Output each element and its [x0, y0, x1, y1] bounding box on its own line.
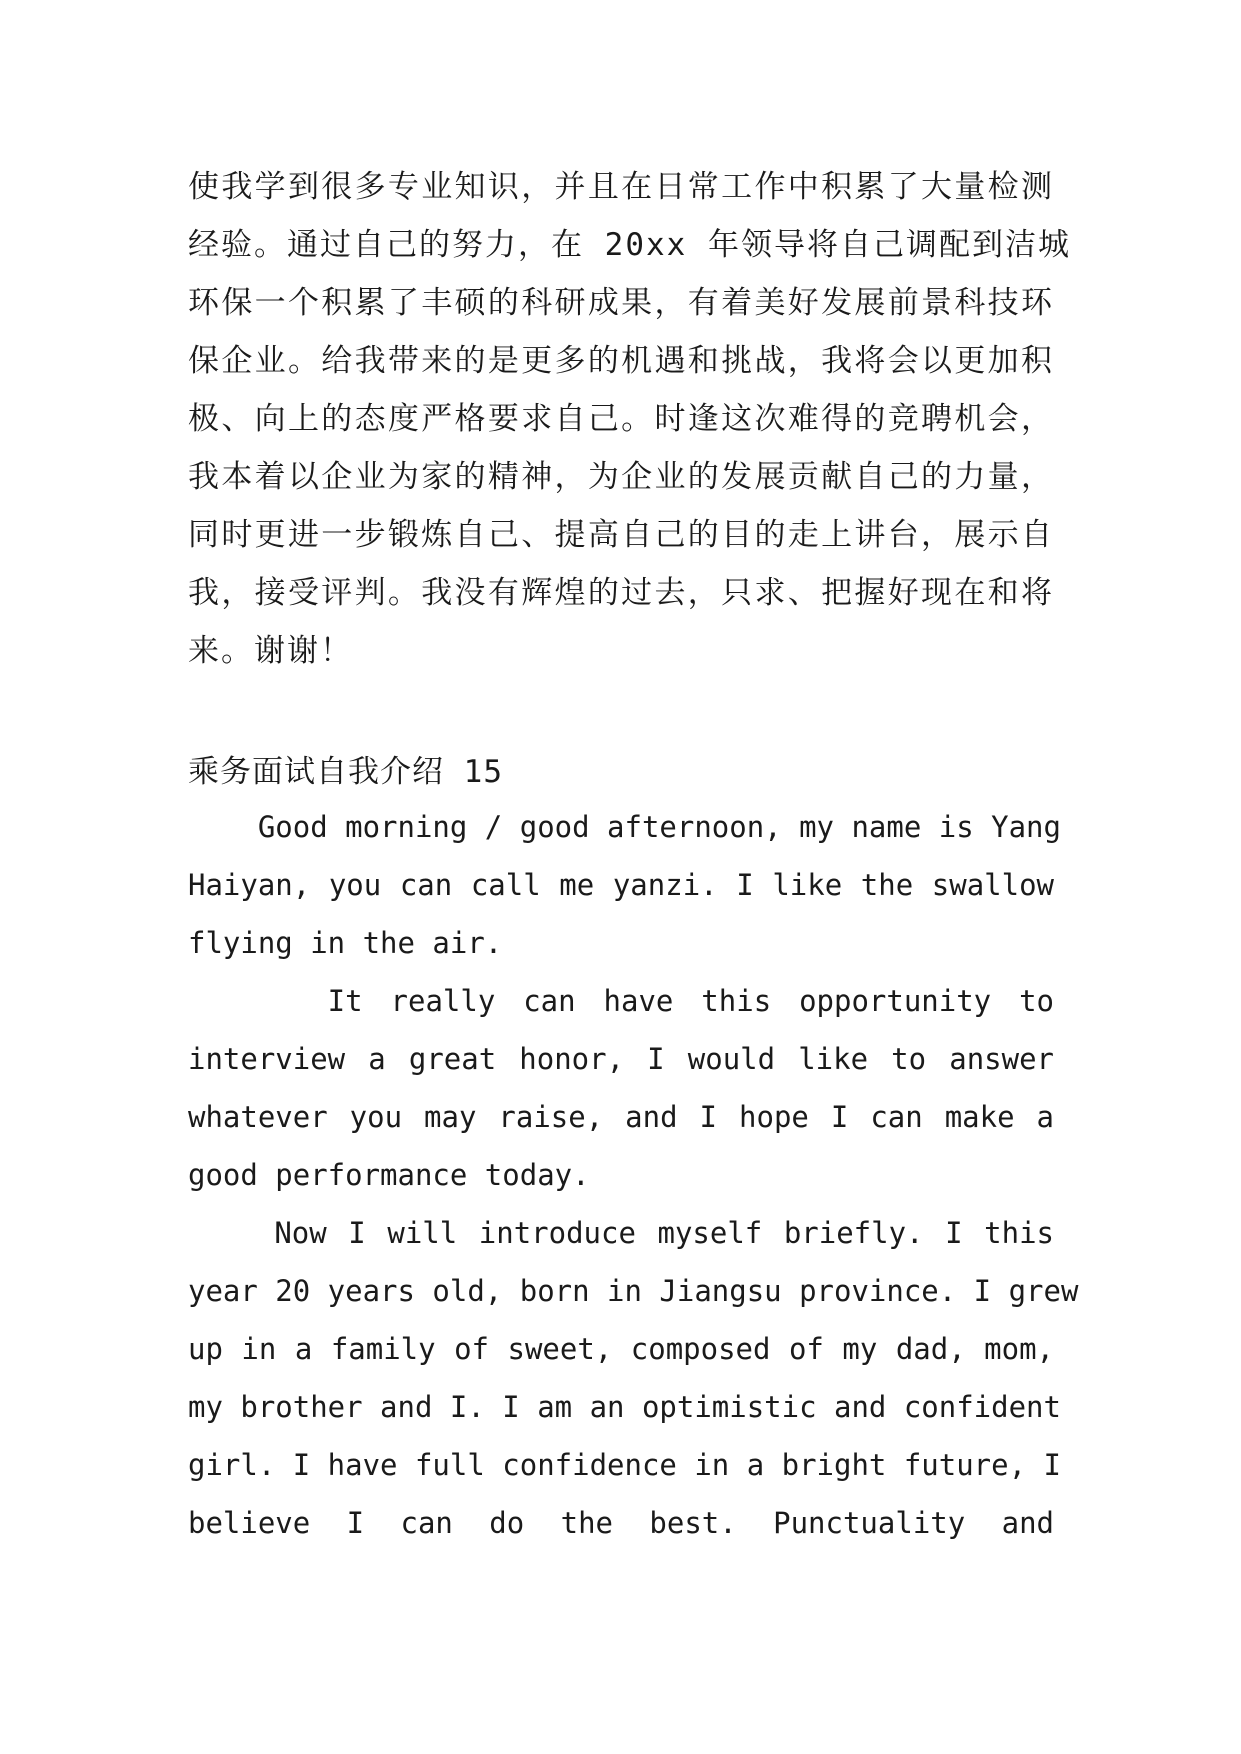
paragraph-line: flying in the air.	[188, 926, 503, 960]
paragraph-line: 环保一个积累了丰硕的科研成果，有着美好发展前景科技环	[188, 285, 1054, 321]
paragraph-line: Now I will introduce myself briefly. I this	[188, 1216, 1054, 1250]
paragraph-line: whatever you may raise, and I hope I can make a	[188, 1100, 1054, 1134]
chinese-paragraph	[188, 158, 1071, 680]
paragraph-line: year 20 years old, born in Jiangsu province. I grew	[188, 1274, 1079, 1308]
paragraph-line: interview a great honor, I would like to answer	[188, 1042, 1054, 1076]
paragraph-line: up in a family of sweet, composed of my dad, mom,	[188, 1332, 1054, 1366]
paragraph-line: 来。谢谢！	[188, 633, 353, 669]
paragraph-line: good performance today.	[188, 1158, 590, 1192]
paragraph-line: 经验。通过自己的努力，在 20xx 年领导将自己调配到洁城	[188, 227, 1071, 263]
english-paragraph	[188, 1204, 1079, 1552]
english-body	[188, 798, 1079, 1552]
paragraph-line: 我，接受评判。我没有辉煌的过去，只求、把握好现在和将	[188, 575, 1054, 611]
english-paragraph	[188, 798, 1061, 972]
paragraph-line: 极、向上的态度严格要求自己。时逢这次难得的竞聘机会，	[188, 401, 1054, 437]
paragraph-line: Good morning / good afternoon, my name is Yang	[188, 810, 1061, 844]
english-paragraph	[188, 972, 1054, 1204]
section-heading: 乘务面试自我介绍 15	[188, 754, 503, 790]
paragraph-line: believe I can do the best. Punctuality and	[188, 1506, 1054, 1540]
paragraph-line: girl. I have full confidence in a bright future, I	[188, 1448, 1061, 1482]
paragraph-line: 使我学到很多专业知识，并且在日常工作中积累了大量检测	[188, 169, 1054, 205]
paragraph-line: my brother and I. I am an optimistic and confident	[188, 1390, 1061, 1424]
paragraph-line: 同时更进一步锻炼自己、提高自己的目的走上讲台，展示自	[188, 517, 1054, 553]
paragraph-line: Haiyan, you can call me yanzi. I like the swallow	[188, 868, 1054, 902]
paragraph-line: 保企业。给我带来的是更多的机遇和挑战，我将会以更加积	[188, 343, 1054, 379]
paragraph-line: It really can have this opportunity to	[188, 984, 1054, 1018]
paragraph-line: 我本着以企业为家的精神，为企业的发展贡献自己的力量，	[188, 459, 1054, 495]
